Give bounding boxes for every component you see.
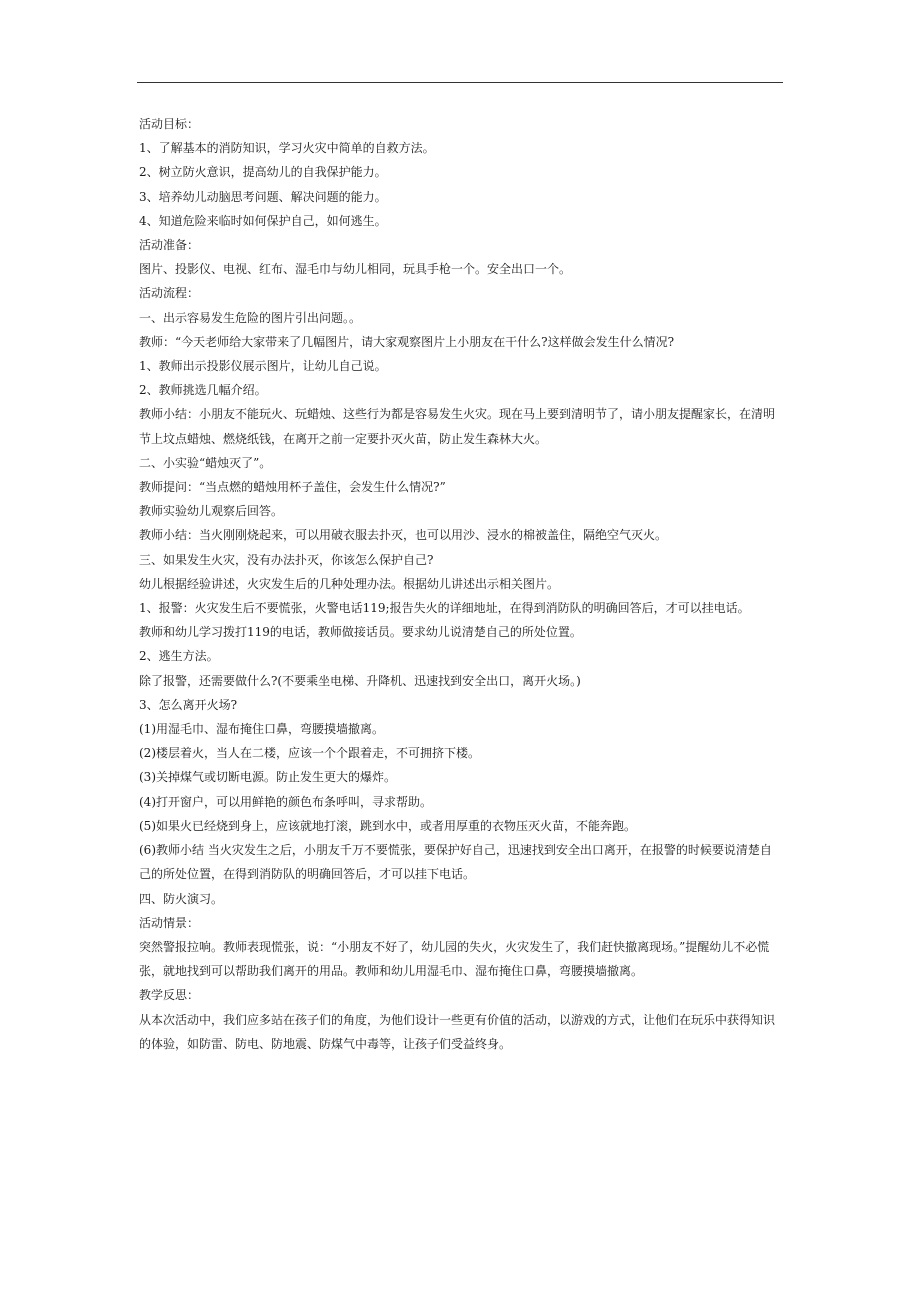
text-line: 教师和幼儿学习拨打119的电话，教师做接话员。要求幼儿说清楚自己的所处位置。 [139,625,582,640]
section-heading-process: 活动流程： [139,286,200,301]
text-line: 1、教师出示投影仪展示图片，让幼儿自己说。 [139,359,387,374]
text-line: 3、怎么离开火场? [139,697,238,712]
text-line: 教师：“今天老师给大家带来了几幅图片，请大家观察图片上小朋友在干什么?这样做会发生什么情况? [139,334,675,349]
text-line: (3)关掉煤气或切断电源。防止发生更大的爆炸。 [139,770,396,785]
text-paragraph: (6)教师小结 当火灾发生之后，小朋友千万不要慌张，要保护好自己，迅速找到安全出口离开，在报警的时候要说清楚自己的所处位置，在得到消防队的明确回答后，才可以挂下电话。 [139,843,772,882]
text-line: 幼儿根据经验讲述，火灾发生后的几种处理办法。根据幼儿讲述出示相关图片。 [139,576,560,591]
header-rule [137,82,783,83]
text-line: 教师实验幼儿观察后回答。 [139,504,284,519]
text-line: 1、报警：火灾发生后不要慌张，火警电话119;报告失火的详细地址，在得到消防队的明确回答后，才可以挂电话。 [139,601,750,616]
text-line: 2、教师挑选几幅介绍。 [139,383,267,398]
text-line: 教师提问：“当点燃的蜡烛用杯子盖住，会发生什么情况?” [139,480,446,495]
section-heading-preparation: 活动准备： [139,238,200,253]
text-line: 教师小结：当火刚刚烧起来，可以用破衣服去扑灭，也可以用沙、浸水的棉被盖住，隔绝空气灭火。 [139,528,668,543]
text-line: 二、小实验“蜡烛灭了”。 [139,455,272,470]
text-line: 图片、投影仪、电视、红布、湿毛巾与幼儿相同，玩具手枪一个。安全出口一个。 [139,262,572,277]
text-line: (1)用湿毛巾、湿布掩住口鼻，弯腰摸墙撤离。 [139,722,384,737]
text-paragraph: 突然警报拉响。教师表现慌张，说：“小朋友不好了，幼儿园的失火，火灾发生了，我们赶快撤离现场。”提醒幼儿不必慌张，就地找到可以帮助我们离开的用品。教师和幼儿用湿毛巾、湿布掩住口鼻，弯腰摸墙撤离。 [139,939,770,979]
text-line: 除了报警，还需要做什么?(不要乘坐电梯、升降机、迅速找到安全出口，离开火场。) [139,673,581,688]
text-line: (4)打开窗户，可以用鲜艳的颜色布条呼叫，寻求帮助。 [139,794,433,809]
text-line: 3、培养幼儿动脑思考问题、解决问题的能力。 [139,189,387,204]
text-line: 4、知道危险来临时如何保护自己，如何逃生。 [139,213,387,228]
document-body [139,112,783,1056]
text-line: (2)楼层着火，当人在二楼，应该一个个跟着走，不可拥挤下楼。 [139,746,481,761]
text-line: 2、树立防火意识，提高幼儿的自我保护能力。 [139,165,387,180]
text-paragraph: 教师小结：小朋友不能玩火、玩蜡烛、这些行为都是容易发生火灾。现在马上要到清明节了，请小朋友提醒家长，在清明节上坟点蜡烛、燃烧纸钱，在离开之前一定要扑灭火苗，防止发生森林大火。 [139,407,776,446]
text-line: 三、如果发生火灾，没有办法扑灭，你该怎么保护自己? [139,552,434,567]
text-paragraph: 从本次活动中，我们应多站在孩子们的角度，为他们设计一些更有价值的活动，以游戏的方式，让他们在玩乐中获得知识的体验，如防雷、防电、防地震、防煤气中毒等，让孩子们受益终身。 [139,1012,776,1051]
text-line: 一、出示容易发生危险的图片引出问题。。 [139,310,362,325]
section-heading-goals: 活动目标： [139,117,200,131]
text-line: 1、了解基本的消防知识，学习火灾中简单的自救方法。 [139,141,435,156]
text-line: 2、逃生方法。 [139,649,219,664]
text-line: 四、防火演习。 [139,891,224,906]
text-line: (5)如果火已经烧到身上，应该就地打滚，跳到水中，或者用厚重的衣物压灭火苗，不能奔跑。 [139,818,637,833]
section-heading-reflection: 教学反思： [139,988,200,1003]
section-heading-scenario: 活动情景： [139,915,200,930]
